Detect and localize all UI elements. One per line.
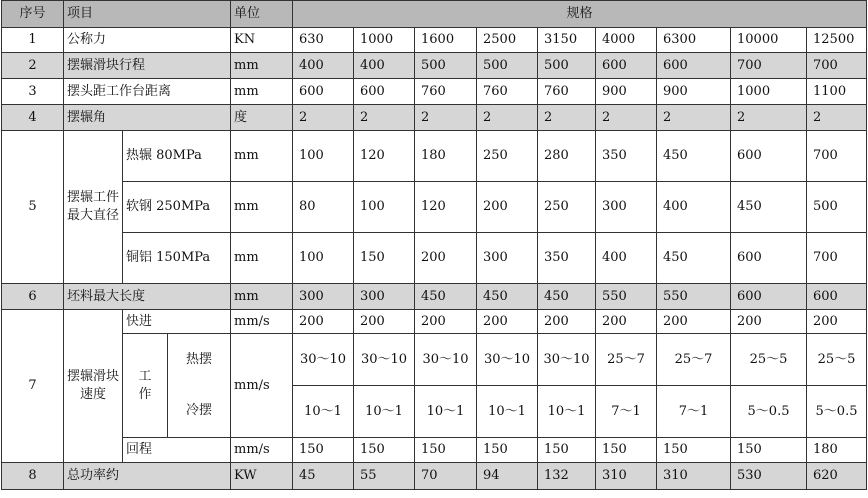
row-value: 300 (354, 284, 415, 310)
table-row (2, 79, 867, 105)
row-value: 600 (293, 79, 354, 105)
row-value: 25～5 (807, 334, 867, 386)
row-value: 150 (293, 438, 354, 463)
row-value: 25～7 (657, 334, 731, 386)
row-unit: mm/s (231, 438, 293, 463)
row-value: 200 (477, 182, 538, 233)
sub-label: 软钢 250MPa (123, 182, 231, 233)
row-unit: mm/s (231, 334, 293, 438)
row-value: 10000 (731, 28, 807, 53)
row-value: 180 (415, 131, 477, 182)
row-value: 7～1 (657, 386, 731, 438)
row-value: 760 (477, 79, 538, 105)
row-value: 600 (657, 53, 731, 79)
row-value: 200 (807, 310, 867, 334)
row-value: 700 (807, 233, 867, 284)
row-value: 2 (596, 105, 657, 131)
row-item: 总功率约 (64, 463, 231, 490)
row-value: 500 (538, 53, 596, 79)
row-no: 1 (2, 28, 64, 53)
row-unit: mm/s (231, 310, 293, 334)
row-value: 1600 (415, 28, 477, 53)
row-value: 620 (807, 463, 867, 490)
row-value: 450 (657, 131, 731, 182)
row-value: 400 (354, 53, 415, 79)
table-row (2, 131, 867, 182)
row-value: 10～1 (415, 386, 477, 438)
row-unit: KW (231, 463, 293, 490)
row-value: 30～10 (415, 334, 477, 386)
row-value: 4000 (596, 28, 657, 53)
row-value: 100 (354, 182, 415, 233)
row-value: 200 (596, 310, 657, 334)
row-value: 150 (477, 438, 538, 463)
row-value: 700 (807, 131, 867, 182)
row-value: 600 (731, 284, 807, 310)
row-value: 12500 (807, 28, 867, 53)
row-no: 4 (2, 105, 64, 131)
row-value: 100 (293, 233, 354, 284)
row-value: 2 (538, 105, 596, 131)
row-value: 2 (477, 105, 538, 131)
row-value: 2 (657, 105, 731, 131)
row-unit: 度 (231, 105, 293, 131)
row-value: 600 (731, 131, 807, 182)
row-no: 3 (2, 79, 64, 105)
row-no: 6 (2, 284, 64, 310)
header-unit: 单位 (231, 1, 293, 28)
row-value: 200 (538, 310, 596, 334)
row-value: 450 (477, 284, 538, 310)
row-unit: mm (231, 53, 293, 79)
row-item: 摆辗滑块行程 (64, 53, 231, 79)
sub-label: 冷摆 (168, 386, 231, 438)
row-value: 200 (354, 310, 415, 334)
row-value: 200 (415, 310, 477, 334)
row-no: 5 (2, 131, 64, 284)
sub-label: 铜铝 150MPa (123, 233, 231, 284)
header-row (2, 1, 867, 28)
table-row (2, 463, 867, 490)
row-value: 350 (596, 131, 657, 182)
row-value: 280 (538, 131, 596, 182)
table-row (2, 334, 867, 386)
table-row (2, 53, 867, 79)
sub-label: 快进 (123, 310, 231, 334)
sub-label: 热摆 (168, 334, 231, 386)
row-value: 10～1 (538, 386, 596, 438)
row-value: 600 (807, 284, 867, 310)
row-value: 600 (596, 53, 657, 79)
row-value: 400 (657, 182, 731, 233)
row-value: 2500 (477, 28, 538, 53)
row-value: 132 (538, 463, 596, 490)
row-unit: mm (231, 182, 293, 233)
row-value: 900 (596, 79, 657, 105)
row-value: 2 (807, 105, 867, 131)
row-unit: mm (231, 284, 293, 310)
row-value: 500 (477, 53, 538, 79)
row-value: 700 (807, 53, 867, 79)
row-value: 7～1 (596, 386, 657, 438)
row-value: 200 (415, 233, 477, 284)
row-value: 760 (538, 79, 596, 105)
row-no: 2 (2, 53, 64, 79)
row-item: 公称力 (64, 28, 231, 53)
row-value: 550 (596, 284, 657, 310)
row-value: 450 (538, 284, 596, 310)
row-value: 45 (293, 463, 354, 490)
row-value: 310 (596, 463, 657, 490)
row-value: 150 (415, 438, 477, 463)
row-value: 120 (354, 131, 415, 182)
group-label: 摆辗工件最大直径 (64, 131, 123, 284)
row-value: 500 (807, 182, 867, 233)
row-value: 25～5 (731, 334, 807, 386)
row-value: 150 (596, 438, 657, 463)
row-value: 30～10 (477, 334, 538, 386)
row-value: 350 (538, 233, 596, 284)
table-row (2, 105, 867, 131)
row-value: 530 (731, 463, 807, 490)
row-value: 180 (807, 438, 867, 463)
row-value: 55 (354, 463, 415, 490)
header-no: 序号 (2, 1, 64, 28)
row-no: 8 (2, 463, 64, 490)
row-value: 150 (354, 438, 415, 463)
row-value: 630 (293, 28, 354, 53)
table-row (2, 182, 867, 233)
header-item: 项目 (64, 1, 231, 28)
row-value: 150 (731, 438, 807, 463)
row-value: 2 (293, 105, 354, 131)
table-row (2, 233, 867, 284)
row-value: 120 (415, 182, 477, 233)
row-value: 600 (731, 233, 807, 284)
row-value: 250 (538, 182, 596, 233)
row-value: 100 (293, 131, 354, 182)
table-row (2, 28, 867, 53)
row-value: 300 (293, 284, 354, 310)
row-value: 30～10 (293, 334, 354, 386)
row-value: 80 (293, 182, 354, 233)
row-value: 200 (731, 310, 807, 334)
row-unit: mm (231, 79, 293, 105)
row-item: 摆辗角 (64, 105, 231, 131)
row-value: 10～1 (354, 386, 415, 438)
row-value: 400 (596, 233, 657, 284)
row-value: 500 (415, 53, 477, 79)
group-label: 摆辗滑块速度 (64, 310, 123, 463)
row-value: 2 (415, 105, 477, 131)
row-value: 600 (354, 79, 415, 105)
row-value: 150 (354, 233, 415, 284)
table-row (2, 310, 867, 334)
row-value: 200 (477, 310, 538, 334)
row-value: 1000 (731, 79, 807, 105)
row-value: 400 (293, 53, 354, 79)
row-item: 摆头距工作台距离 (64, 79, 231, 105)
row-unit: KN (231, 28, 293, 53)
row-value: 150 (538, 438, 596, 463)
row-value: 2 (731, 105, 807, 131)
row-value: 30～10 (354, 334, 415, 386)
table-row (2, 438, 867, 463)
row-item: 坯料最大长度 (64, 284, 231, 310)
header-spec: 规格 (293, 1, 867, 28)
sub-label: 热辗 80MPa (123, 131, 231, 182)
row-value: 450 (731, 182, 807, 233)
row-value: 3150 (538, 28, 596, 53)
row-no: 7 (2, 310, 64, 463)
work-label: 工作 (123, 334, 168, 438)
row-value: 5～0.5 (807, 386, 867, 438)
row-value: 1100 (807, 79, 867, 105)
row-value: 700 (731, 53, 807, 79)
row-value: 5～0.5 (731, 386, 807, 438)
row-value: 25～7 (596, 334, 657, 386)
row-unit: mm (231, 131, 293, 182)
table-row (2, 284, 867, 310)
row-value: 450 (415, 284, 477, 310)
row-value: 300 (477, 233, 538, 284)
row-value: 6300 (657, 28, 731, 53)
sub-label: 回程 (123, 438, 231, 463)
row-value: 1000 (354, 28, 415, 53)
row-value: 150 (657, 438, 731, 463)
row-value: 900 (657, 79, 731, 105)
row-value: 30～10 (538, 334, 596, 386)
row-value: 10～1 (293, 386, 354, 438)
row-unit: mm (231, 233, 293, 284)
row-value: 450 (657, 233, 731, 284)
row-value: 310 (657, 463, 731, 490)
row-value: 300 (596, 182, 657, 233)
row-value: 200 (293, 310, 354, 334)
spec-table (1, 0, 867, 490)
row-value: 94 (477, 463, 538, 490)
row-value: 2 (354, 105, 415, 131)
row-value: 200 (657, 310, 731, 334)
row-value: 70 (415, 463, 477, 490)
row-value: 760 (415, 79, 477, 105)
row-value: 250 (477, 131, 538, 182)
row-value: 10～1 (477, 386, 538, 438)
row-value: 550 (657, 284, 731, 310)
